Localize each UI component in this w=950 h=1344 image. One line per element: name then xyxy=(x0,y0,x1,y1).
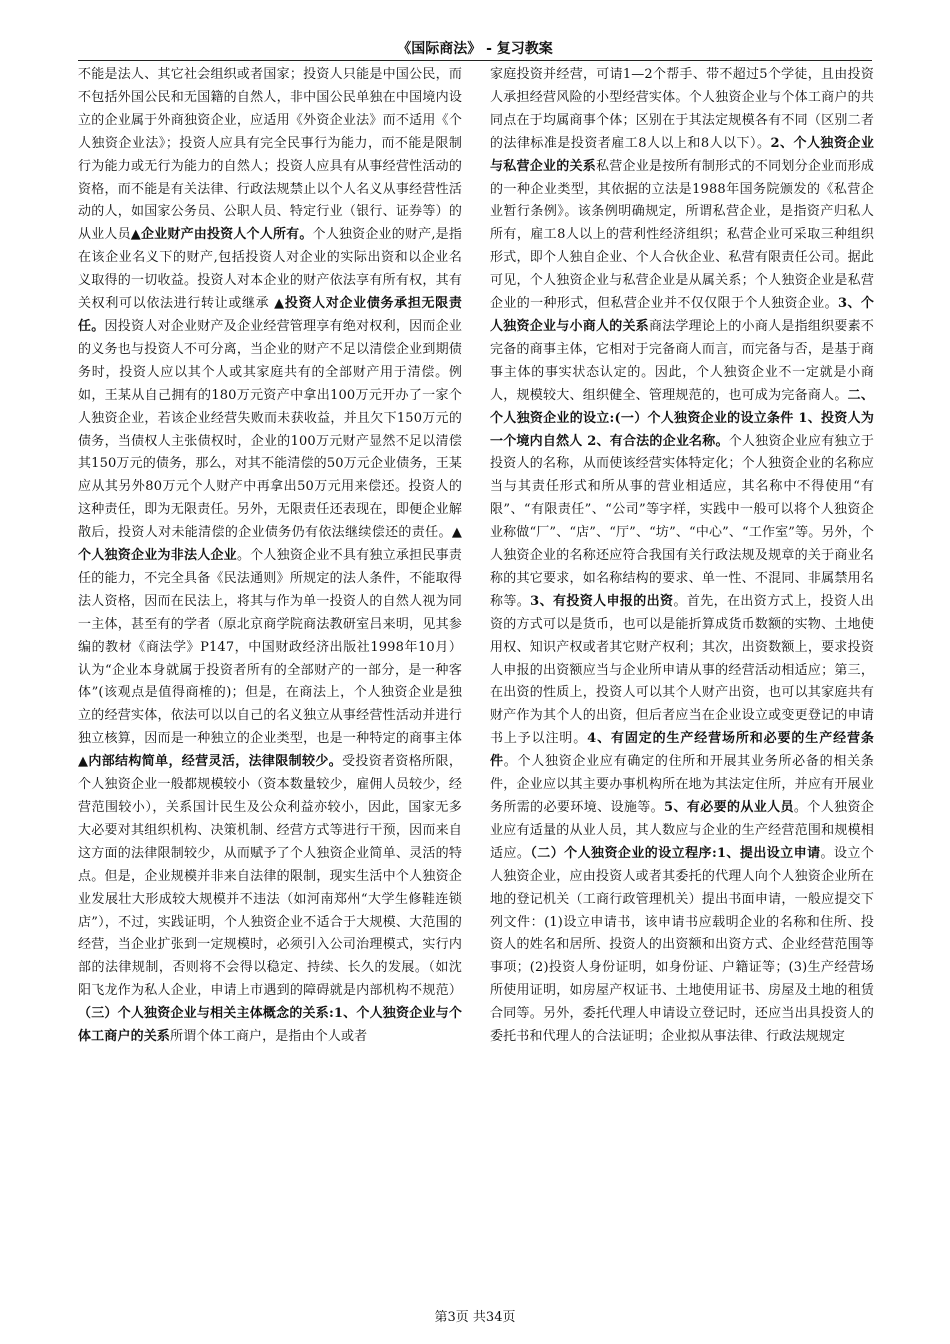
right-text-column xyxy=(490,64,874,1302)
text-segment: 因投资人对企业财产及企业经营管理享有绝对权利，因而企业的义务也与投资人不可分离，当企业的财产不足以清偿企业到期债务时，投资人应以其个人或其家庭共有的全部财产用于清偿。例如，王某从自己拥有的180万元资产中拿出100万元开办了一家个人独资企业，若该企业经营失败而未获收益，并且欠下150万元的债务，当债权人主张债权时，企业的100万元财产显然不足以清偿其150万元的债务，那么，对其不能清偿的50万元企业债务，王某应从其另外80万元个人财产中再拿出50万元用来偿还。投资人的这种责任，即为无限责任。另外，无限责任还表现在，即便企业解散后，投资人对未能清偿的企业债务仍有依法继续偿还的责任。 xyxy=(78,318,462,541)
bold-heading: 3、有投资人申报的出资 xyxy=(530,593,674,609)
text-segment: 家庭投资并经营，可请1—2个帮手、带不超过5个学徒，且由投资人承担经营风险的小型经营实体。个人独资企业与个体工商户的共同点在于均属商事个体；区别在于其法定规模各有不同（区别二者的法律标准是投资者雇工8人以上和8人以下）。 xyxy=(490,67,874,151)
bold-heading: 3、个人独资企业与小商人的关系 xyxy=(490,296,874,334)
text-segment: 个人独资企业应有独立于投资人的名称，从而使该经营实体特定化；个人独资企业的名称应当与其责任形式和所从事的营业相适应，其名称中不得使用“有限”、“有限责任”、“公司”等字样，实践中一般可以将个人独资企业称做“厂”、“店”、“厅”、“坊”、“中心”、“工作室”等。另外，个人独资企业的名称还应符合我国有关行政法规及规章的关于商业名称的其它要求，如名称结构的要求、单一性、不混同、非属禁用名称等。 xyxy=(490,433,874,609)
bold-heading: ▲内部结构简单，经营灵活，法律限制较少。 xyxy=(78,754,343,770)
bold-heading: ▲投资人对企业债务承担无限责任。 xyxy=(78,296,462,334)
bold-heading: （二）个人独资企业的设立程序:1、提出设立申请 xyxy=(530,845,821,861)
left-text-column xyxy=(78,64,462,1302)
header-rule xyxy=(78,60,872,61)
page-footer: 第3页 共34页 xyxy=(434,1310,516,1325)
text-segment: 私营企业是按所有制形式的不同划分企业而形成的一种企业类型，其依据的立法是1988年国务院颁发的《私营企业暂行条例》。该条例明确规定，所谓私营企业，是指资产归私人所有，雇工8人以上的营利性经济组织；私营企业可采取三种组织形式，即个人独自企业、个人合伙企业、私营有限责任公司。据此可见，个人独资企业与私营企业是从属关系；个人独资企业是私营企业的一种形式，但私营企业并不仅仅限于个人独资企业。 xyxy=(490,158,874,312)
text-segment: 。设立个人独资企业，应由投资人或者其委托的代理人向个人独资企业所在地的登记机关（工商行政管理机关）提出书面申请，一般应提交下列文件：(1)设立申请书，该申请书应载明企业的名称和住所、投资人的姓名和居所、投资人的出资额和出资方式、企业经营范围等事项；(2)投资人身份证明，如身份证、户籍证等；(3)生产经营场所使用证明，如房屋产权证书、土地使用证书、房屋及土地的租赁合同等。另外，委托代理人申请设立登记时，还应当出具投资人的委托书和代理人的合法证明；企业拟从事法律、行政法规规定 xyxy=(490,845,874,1045)
text-segment: 。个人独资企业应有确定的住所和开展其业务所必备的相关条件，企业应以其主要办事机构所在地为其法定住所，并应有开展业务所需的必要环境、设施等。 xyxy=(490,754,874,815)
text-segment: 不能是法人、其它社会组织或者国家；投资人只能是中国公民，而不包括外国公民和无国籍的自然人，非中国公民单独在中国境内设立的企业属于外商独资企业，应适用《外资企业法》而不适用《个人独资企业法》；投资人应具有完全民事行为能力，而不能是限制行为能力或无行为能力的自然人；投资人应具有从事经营性活动的资格，而不能是有关法律、行政法规禁止以个人名义从事经营性活动的人，如国家公务员、公职人员、特定行业（银行、证券等）的从业人员 xyxy=(78,67,462,243)
text-segment: 受投资者资格所限，个人独资企业一般都规模较小（资本数量较少，雇佣人员较少，经营范围较小），关系国计民生及公众利益亦较小，因此，国家无多大必要对其组织机构、决策机制、经营方式等进行干预，因而来自这方面的法律限制较少，从而赋予了个人独资企业简单、灵活的特点。但是，企业规模并非来自法律的限制，现实生活中个人独资企业发展壮大形成较大规模并不违法（如河南郑州“大学生修鞋连锁店”），不过，实践证明，个人独资企业不适合于大规模、大范围的经营，当企业扩张到一定规模时，必须引入公司治理模式，实行内部的法律规制，否则将不会得以稳定、持续、长久的发展。（如沈阳飞龙作为私人企业，申请上市遇到的障碍就是内部机构不规范） xyxy=(78,754,462,999)
text-segment: 所谓个体工商户，是指由个人或者 xyxy=(170,1029,368,1045)
page-header: 《国际商法》 - 复习教案 xyxy=(397,41,553,57)
bold-heading: ▲企业财产由投资人个人所有。 xyxy=(130,227,313,243)
text-segment: 个人独资企业的财产,是指在该企业名义下的财产,包括投资人对企业的实际出资和以企业名义取得的一切收益。投资人对本企业的财产依法享有所有权，其有关权利可以依法进行转让或继承 xyxy=(78,227,462,312)
bold-heading: 5、有必要的从业人员 xyxy=(664,800,794,815)
text-segment: 。首先，在出资方式上，投资人出资的方式可以是货币，也可以是能折算成货币数额的实物、土地使用权、知识产权或者其它财产权利；其次，出资数额上，要求投资人申报的出资额应当与企业所申请从事的经营活动相适应；第三，在出资的性质上，投资人可以其个人财产出资，也可以其家庭共有财产作为其个人的出资，但后者应当在企业设立或变更登记的申请书上予以注明。 xyxy=(490,593,874,747)
text-segment: 商法学理论上的小商人是指组织要素不完备的商事主体，它相对于完备商人而言，而完备与否，是基于商事主体的事实状态认定的。因此，个人独资企业不一定就是小商人，规模较大、组织健全、管理规范的，也可成为完备商人。 xyxy=(490,318,874,403)
bold-heading: （三）个人独资企业与相关主体概念的关系:1、个人独资企业与个体工商户的关系 xyxy=(78,1006,462,1045)
bold-heading: 二、个人独资企业的设立:(一）个人独资企业的设立条件 1、投资人为一个境内自然人 2、有合法的企业名称。 xyxy=(490,387,874,449)
text-segment: 。个人独资企业应有适量的从业人员，其人数应与企业的生产经营范围和规模相适应。 xyxy=(490,800,874,861)
bold-heading: ▲个人独资企业为非法人企业 xyxy=(78,525,462,564)
text-segment: 。个人独资企业不具有独立承担民事责任的能力，不完全具备《民法通则》所规定的法人条件，不能取得法人资格，因而在民法上，将其与作为单一投资人的自然人视为同一主体，甚至有的学者（原北京商学院商法教研室吕来明，见其参编的教材《商法学》P147，中国财政经济出版社1998年10月）认为“企业本身就属于投资者所有的全部财产的一部分，是一种客体”(该观点是值得商榷的)；但是，在商法上，个人独资企业是独立的经营实体，依法可以以自己的名义独立从事经营性活动并进行独立核算，因而是一种独立的企业类型，也是一种特定的商事主体 xyxy=(78,548,462,747)
bold-heading: 4、有固定的生产经营场所和必要的生产经营条件 xyxy=(490,731,874,770)
bold-heading: 2、个人独资企业与私营企业的关系 xyxy=(490,135,874,174)
